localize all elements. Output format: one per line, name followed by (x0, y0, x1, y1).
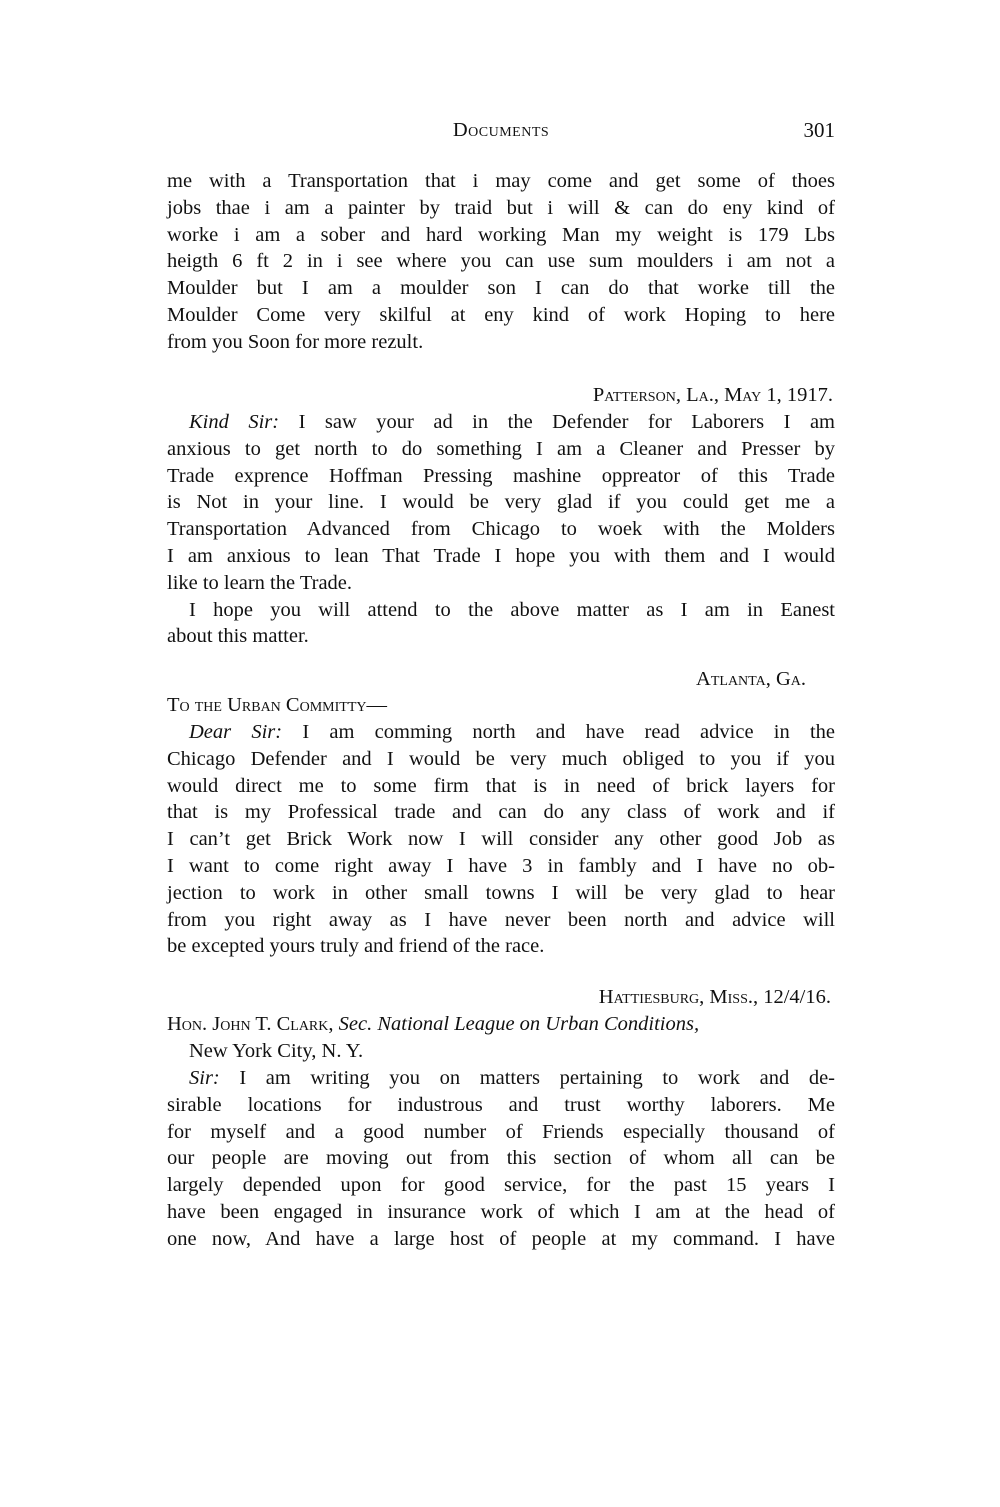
text-line (167, 1145, 835, 1172)
text-line (167, 222, 835, 249)
line-text: I saw your ad in the Defender for Laborers I am (279, 411, 835, 433)
text-line (167, 302, 835, 329)
address-block (167, 1011, 835, 1065)
text-line (167, 1172, 835, 1199)
line-text: Trade exprence Hoffman Pressing mashine oppreator of this Trade (167, 464, 835, 487)
text-line (167, 543, 835, 570)
dateline: Patterson, La., May 1, 1917. (592, 384, 833, 406)
line-text: Chicago Defender and I would be very much obliged to you if you (167, 747, 835, 770)
running-header (167, 116, 835, 144)
line-text: Transportation Advanced from Chicago to woek with the Molders (167, 518, 835, 541)
page-number: 301 (803, 118, 835, 142)
line-text: from you right away as I have never been north and advice will (167, 908, 835, 931)
line-text: Moulder Come very skilful at eny kind of work Hoping to here (167, 303, 835, 326)
line-text: for myself and a good number of Friends especially thousand of (167, 1120, 835, 1143)
text-line (167, 880, 835, 907)
text-line (167, 409, 835, 436)
line-text: be excepted yours truly and friend of the race. (167, 935, 545, 958)
line-text: our people are moving out from this section of whom all can be (167, 1147, 835, 1170)
letter-paragraph (167, 719, 835, 960)
line-text: would direct me to some firm that is in need of brick layers for (167, 774, 835, 797)
addressee-name: Hon. John T. Clark, (167, 1013, 334, 1035)
text-line (167, 248, 835, 275)
text-line (167, 746, 835, 773)
text-line (167, 623, 835, 650)
line-text: that is my Professical trade and can do any class of work and if (167, 801, 835, 824)
line-text: one now, And have a large host of people at my command. I have (167, 1227, 835, 1250)
salutation-lead: Dear Sir: (189, 721, 283, 743)
line-text: I am comming north and have read advice in the (282, 721, 835, 743)
letter-paragraph (167, 168, 835, 356)
salutation-lead: Kind Sir: (189, 411, 280, 433)
line-text: jobs thae i am a painter by traid but i will & can do eny kind of (167, 196, 835, 219)
addressee-line (167, 1011, 835, 1038)
line-text: I hope you will attend to the above matter as I am in Eanest (189, 598, 835, 621)
letter-paragraph (167, 409, 835, 650)
line-text: have been engaged in insurance work of which I am at the head of (167, 1200, 835, 1223)
text-line (167, 463, 835, 490)
text-line (167, 436, 835, 463)
line-text: anxious to get north to do something I am a Cleaner and Presser by (167, 437, 835, 460)
line-text: largely depended upon for good service, for the past 15 years I (167, 1174, 835, 1197)
text-line (167, 275, 835, 302)
line-text: sirable locations for industrous and trust worthy laborers. Me (167, 1093, 835, 1116)
text-line (167, 907, 835, 934)
text-line (167, 773, 835, 800)
text-line (167, 597, 835, 624)
line-text: like to learn the Trade. (167, 571, 353, 594)
text-line (167, 1092, 835, 1119)
line-text: about this matter. (167, 625, 309, 648)
text-line (167, 489, 835, 516)
dateline: Atlanta, Ga. (696, 668, 806, 690)
text-line (167, 1199, 835, 1226)
text-line (167, 853, 835, 880)
salutation-lead: Sir: (189, 1067, 220, 1089)
line-text: I can’t get Brick Work now I will consider any other good Job as (167, 828, 835, 851)
text-line (167, 168, 835, 195)
text-line (167, 719, 835, 746)
text-line (167, 516, 835, 543)
line-text: from you Soon for more rezult. (167, 330, 424, 353)
section-title: Documents (452, 119, 550, 141)
text-line (167, 1119, 835, 1146)
line-text: I want to come right away I have 3 in fambly and I have no ob- (167, 854, 835, 877)
text-line (167, 570, 835, 597)
line-text: me with a Transportation that i may come and get some of thoes (167, 170, 835, 192)
addressee-title: Sec. National League on Urban Conditions, (338, 1013, 700, 1035)
addressee-city: New York City, N. Y. (189, 1039, 364, 1062)
text-line (167, 826, 835, 853)
text-line (167, 195, 835, 222)
line-text: is Not in your line. I would be very glad if you could get me a (167, 491, 835, 514)
text-line (167, 1226, 835, 1253)
text-line (167, 1065, 835, 1092)
salutation: To the Urban Committy— (167, 694, 387, 716)
line-text: heigth 6 ft 2 in i see where you can use sum moulders i am not a (167, 250, 835, 273)
dateline: Hattiesburg, Miss., 12/4/16. (598, 986, 831, 1008)
text-line (167, 933, 835, 960)
line-text: worke i am a sober and hard working Man my weight is 179 Lbs (167, 223, 835, 246)
line-text: I am writing you on matters pertaining to work and de- (219, 1067, 835, 1089)
text-line (167, 799, 835, 826)
text-line (167, 329, 835, 356)
line-text: jection to work in other small towns I will be very glad to hear (167, 881, 835, 904)
line-text: Moulder but I am a moulder son I can do that worke till the (167, 277, 835, 300)
letter-paragraph (167, 1065, 835, 1253)
line-text: I am anxious to lean That Trade I hope you with them and I would (167, 544, 835, 567)
